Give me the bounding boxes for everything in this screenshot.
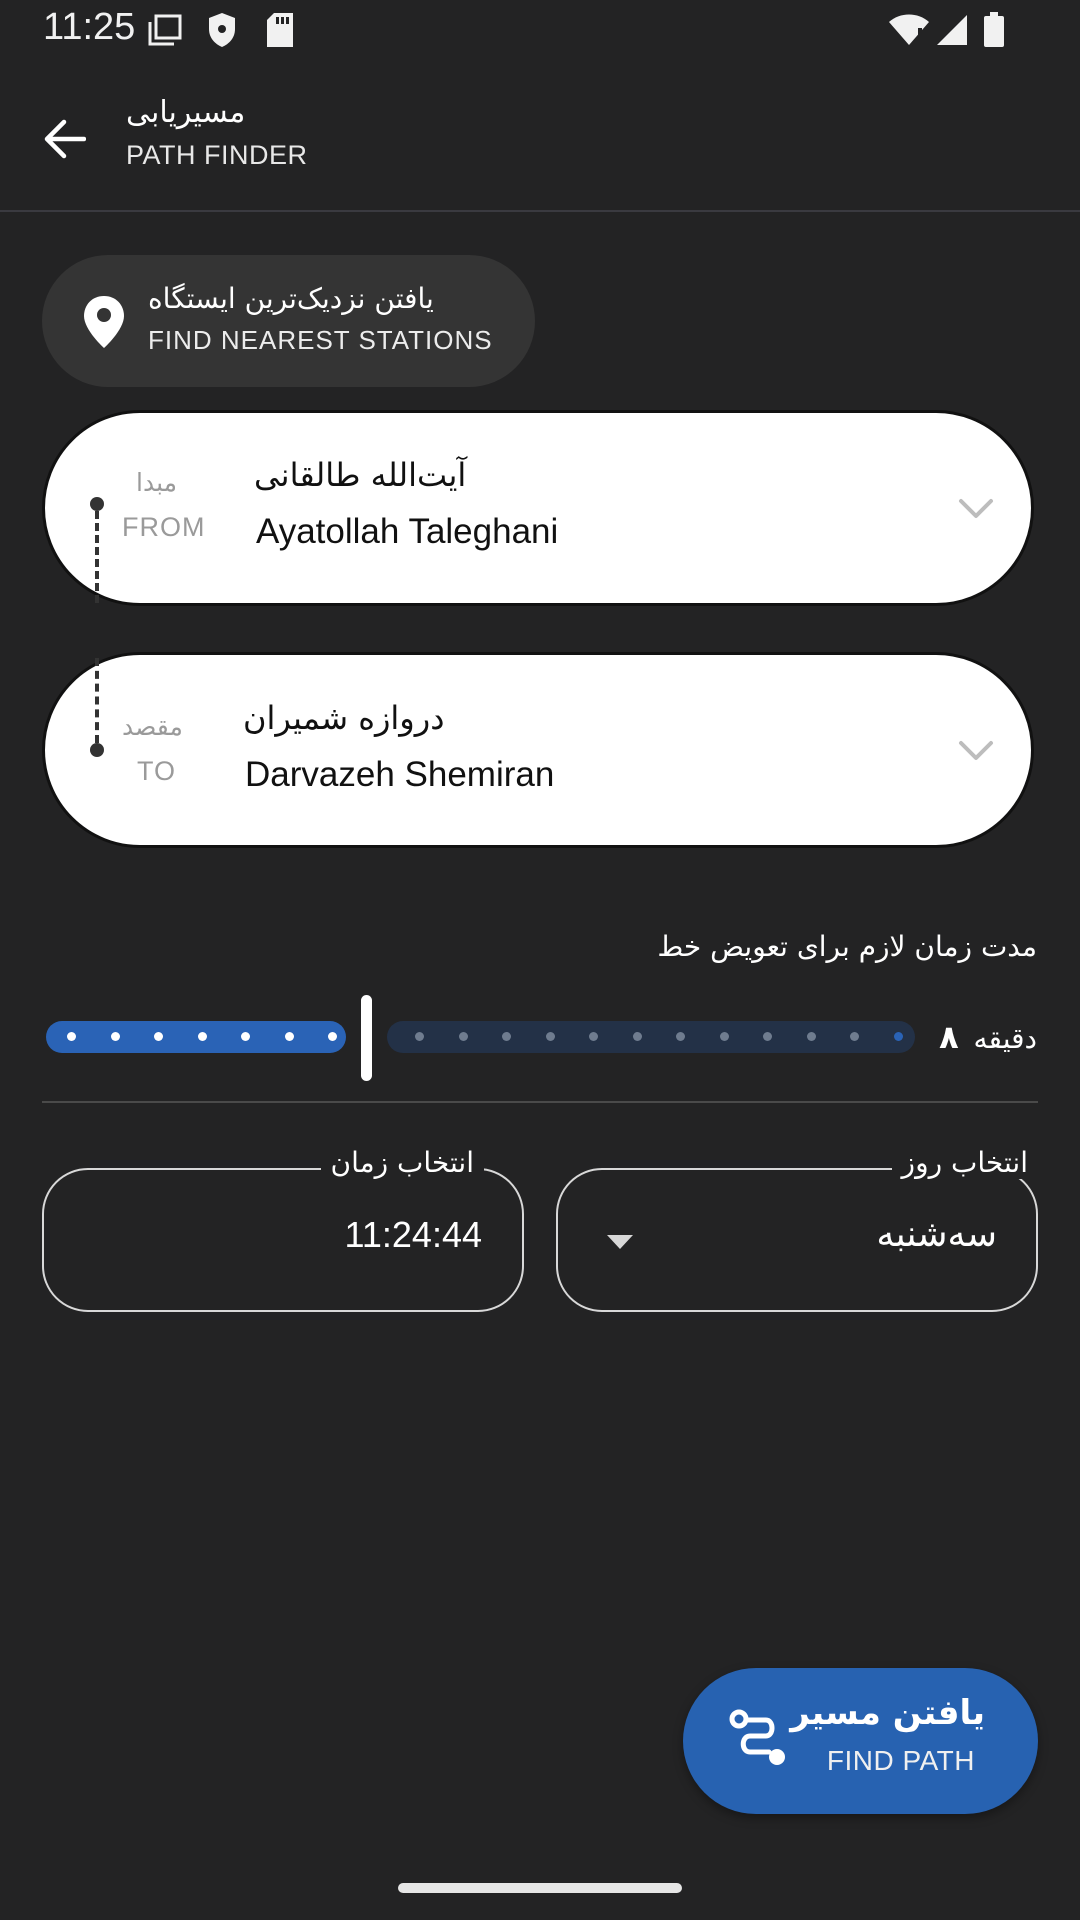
slider-tick [111, 1032, 120, 1041]
destination-label-fa: مقصد [122, 712, 183, 741]
transfer-unit: دقیقه [973, 1022, 1037, 1055]
slider-tick [546, 1032, 555, 1041]
origin-label-fa: مبدا [136, 468, 178, 497]
slider-tick [328, 1032, 337, 1041]
slider-tick [67, 1032, 76, 1041]
slider-tick [502, 1032, 511, 1041]
slider-thumb[interactable] [361, 995, 372, 1081]
time-field-label: انتخاب زمان [321, 1146, 485, 1179]
find-nearest-label-en: FIND NEAREST STATIONS [148, 325, 493, 355]
slider-tick [720, 1032, 729, 1041]
wifi-icon [888, 14, 930, 50]
day-field-value: سه‌شنبه [876, 1214, 997, 1255]
home-indicator[interactable] [398, 1883, 682, 1893]
time-field-value: 11:24:44 [344, 1214, 482, 1255]
slider-tick [676, 1032, 685, 1041]
destination-station-selector[interactable] [42, 652, 1034, 848]
chevron-down-icon [958, 740, 994, 766]
slider-tick [459, 1032, 468, 1041]
transfer-number: ۸ [939, 1018, 959, 1056]
destination-station-fa: دروازه شمیران [243, 699, 445, 737]
app-bar-divider [0, 210, 1080, 212]
location-pin-icon [82, 294, 126, 354]
screen-cast-icon [148, 14, 182, 52]
cellular-signal-icon [936, 14, 968, 50]
slider-tick [154, 1032, 163, 1041]
find-path-label-fa: یافتن مسیر [790, 1693, 985, 1733]
slider-tick [894, 1032, 903, 1041]
origin-station-selector[interactable] [42, 410, 1034, 606]
destination-station-en: Darvazeh Shemiran [245, 755, 555, 794]
slider-tick [285, 1032, 294, 1041]
slider-tick [763, 1032, 772, 1041]
destination-label-en: TO [137, 756, 177, 786]
arrow-back-icon [42, 119, 86, 159]
slider-tick [198, 1032, 207, 1041]
find-path-label-en: FIND PATH [826, 1745, 975, 1776]
origin-station-en: Ayatollah Taleghani [256, 512, 559, 551]
origin-dot [90, 497, 104, 511]
route-icon [726, 1706, 796, 1780]
chevron-down-icon [958, 498, 994, 524]
page-title-en: PATH FINDER [126, 140, 308, 170]
slider-tick [415, 1032, 424, 1041]
dropdown-arrow-icon [606, 1234, 634, 1254]
origin-station-fa: آیت‌الله طالقانی [254, 456, 467, 494]
find-nearest-label-fa: یافتن نزدیک‌ترین ایستگاه [148, 282, 434, 315]
sd-card-icon [266, 12, 294, 52]
destination-dot [90, 743, 104, 757]
route-connector-bottom [95, 658, 99, 743]
section-divider [42, 1101, 1038, 1103]
shield-icon [207, 12, 237, 52]
route-connector-top [95, 511, 99, 603]
slider-tick [241, 1032, 250, 1041]
slider-tick [850, 1032, 859, 1041]
page-title-fa: مسیریابی [126, 95, 246, 130]
day-field-label: انتخاب روز [892, 1146, 1038, 1179]
status-time: 11:25 [43, 6, 136, 48]
slider-tick [589, 1032, 598, 1041]
slider-tick [633, 1032, 642, 1041]
transfer-value [939, 1018, 1037, 1056]
slider-active-track[interactable] [46, 1021, 346, 1053]
origin-label-en: FROM [122, 512, 206, 542]
slider-tick [807, 1032, 816, 1041]
transfer-time-title: مدت زمان لازم برای تعویض خط [657, 930, 1037, 963]
battery-icon [983, 12, 1005, 52]
back-button[interactable] [30, 105, 98, 173]
